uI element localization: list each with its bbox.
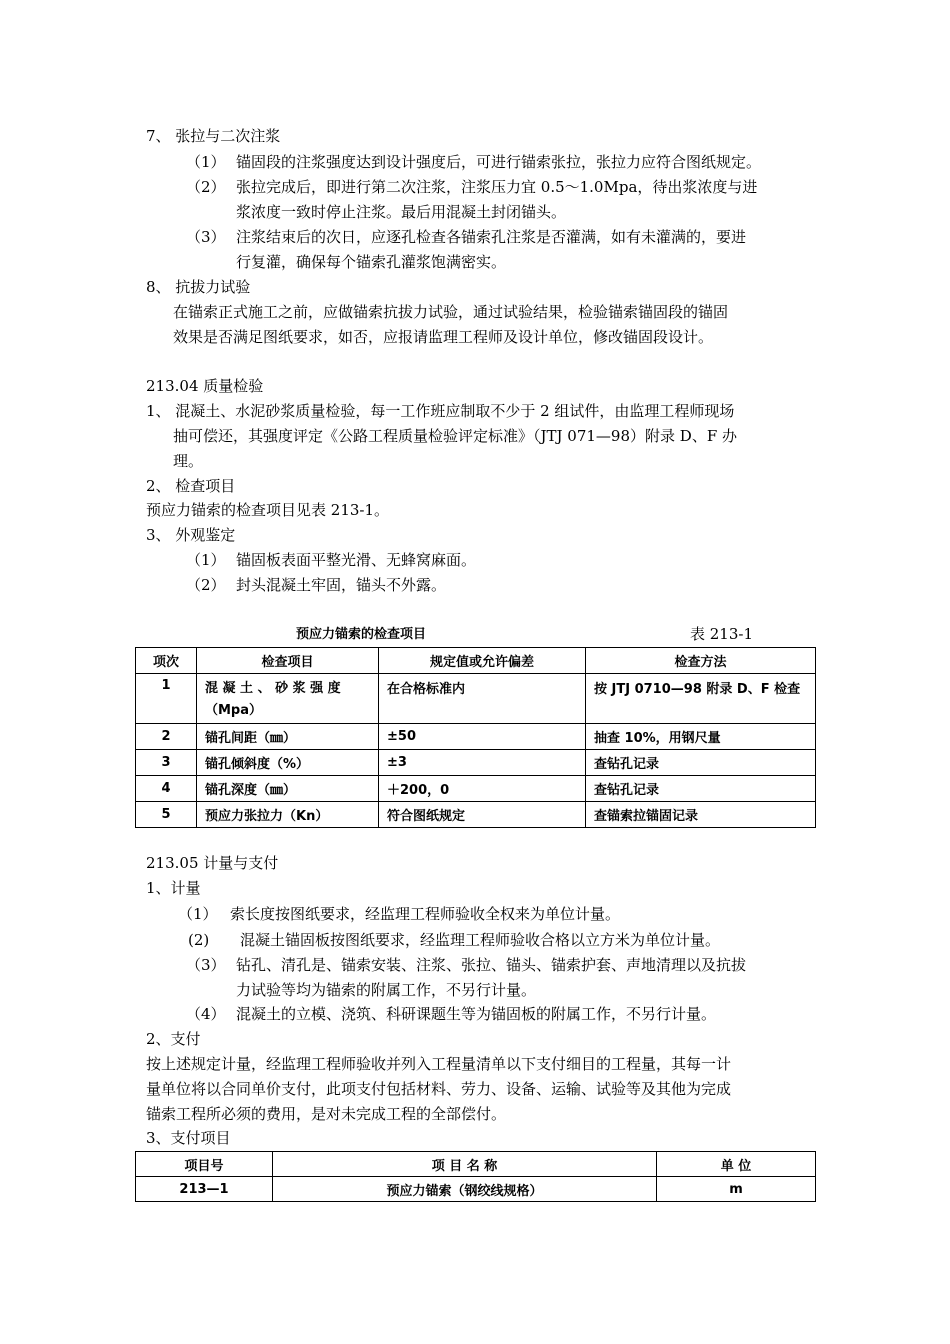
payment-title: 2、支付 — [146, 1030, 201, 1048]
table-header-cell: 项次 — [136, 648, 197, 674]
s7-item-3-line-2: 行复灌，确保每个锚索孔灌浆饱满密实。 — [236, 253, 507, 271]
table-header-cell: 单 位 — [657, 1152, 816, 1177]
table-cell: 1 — [136, 674, 197, 724]
table-cell: 混 凝 土 、 砂 浆 强 度 （Mpa） — [197, 674, 379, 724]
m-item-1-no: （1） — [178, 905, 218, 923]
section-21304-title: 213.04 质量检验 — [146, 377, 264, 395]
s7-item-1-no: （1） — [186, 153, 226, 171]
m-item-2-line-1: 混凝土锚固板按图纸要求，经监理工程师验收合格以立方米为单位计量。 — [240, 931, 721, 949]
m-item-2-no: (2) — [188, 931, 210, 949]
table-cell: ＋200，0 — [379, 776, 586, 802]
s8-line-2: 效果是否满足图纸要求，如否，应报请监理工程师及设计单位，修改锚固段设计。 — [173, 328, 714, 346]
table-cell: 预应力张拉力（Kn） — [197, 802, 379, 828]
table-cell: 查钻孔记录 — [586, 776, 816, 802]
table-header-cell: 项 目 名 称 — [273, 1152, 657, 1177]
s7-item-3-line-1: 注浆结束后的次日，应逐孔检查各锚索孔注浆是否灌满，如有未灌满的，要进 — [236, 228, 747, 246]
table-cell: 在合格标准内 — [379, 674, 586, 724]
section-8-title: 8、 抗拔力试验 — [146, 278, 251, 296]
q-p2-text: 预应力锚索的检查项目见表 213-1。 — [146, 501, 390, 519]
table-header-cell: 规定值或允许偏差 — [379, 648, 586, 674]
table-cell: 查钻孔记录 — [586, 750, 816, 776]
s7-item-2-line-2: 浆浓度一致时停止注浆。最后用混凝土封闭锚头。 — [236, 203, 567, 221]
table-cell: 预应力锚索（钢绞线规格） — [273, 1177, 657, 1202]
table-cell: 符合图纸规定 — [379, 802, 586, 828]
payment-items-title: 3、支付项目 — [146, 1129, 231, 1147]
table-header-cell: 检查项目 — [197, 648, 379, 674]
table-cell: 213—1 — [136, 1177, 273, 1202]
table-header-cell: 检查方法 — [586, 648, 816, 674]
table-cell: 3 — [136, 750, 197, 776]
table-row — [136, 750, 816, 776]
payment-line-2: 量单位将以合同单价支付，此项支付包括材料、劳力、设备、运输、试验等及其他为完成 — [146, 1080, 732, 1098]
table-header-row — [136, 648, 816, 674]
s7-item-3-no: （3） — [186, 228, 226, 246]
measure-title: 1、计量 — [146, 879, 201, 897]
table-cell: ±3 — [379, 750, 586, 776]
table-cell: 锚孔间距（㎜） — [197, 724, 379, 750]
section-7-title: 7、 张拉与二次注浆 — [146, 127, 281, 145]
q-p3-item-1-no: （1） — [186, 551, 226, 569]
s7-item-2-line-1: 张拉完成后，即进行第二次注浆，注浆压力宜 0.5～1.0Mpa，待出浆浓度与进 — [236, 178, 758, 196]
table-row — [136, 776, 816, 802]
table-row — [136, 724, 816, 750]
table-cell: 按 JTJ 0710—98 附录 D、F 检查 — [586, 674, 816, 724]
payment-items-table — [135, 1151, 816, 1202]
table-cell: 锚孔倾斜度（%） — [197, 750, 379, 776]
table-cell: ±50 — [379, 724, 586, 750]
m-item-4-no: （4） — [186, 1005, 226, 1023]
q-p1-line-3: 理。 — [173, 452, 204, 470]
table-row — [136, 674, 816, 724]
s8-line-1: 在锚索正式施工之前，应做锚索抗拔力试验，通过试验结果，检验锚索锚固段的锚固 — [173, 303, 729, 321]
q-p1-line-2: 抽可偿还，其强度评定《公路工程质量检验评定标准》（JTJ 071—98）附录 D、F 办 — [173, 427, 737, 445]
payment-line-3: 锚索工程所必须的费用，是对未完成工程的全部偿付。 — [146, 1105, 507, 1123]
table-row — [136, 1177, 816, 1202]
table-cell: 2 — [136, 724, 197, 750]
q-p2-title: 2、 检查项目 — [146, 477, 236, 495]
q-p3-item-2-text: 封头混凝土牢固，锚头不外露。 — [236, 576, 447, 594]
payment-line-1: 按上述规定计量，经监理工程师验收并列入工程量清单以下支付细目的工程量，其每一计 — [146, 1055, 732, 1073]
table-cell: 抽查 10%，用钢尺量 — [586, 724, 816, 750]
table-header-row — [136, 1152, 816, 1177]
q-p1-line-1: 1、 混凝土、水泥砂浆质量检验，每一工作班应制取不少于 2 组试件，由监理工程师现场 — [146, 402, 735, 420]
table1-caption: 预应力锚索的检查项目 — [296, 627, 427, 642]
q-p3-title: 3、 外观鉴定 — [146, 526, 236, 544]
table-header-cell: 项目号 — [136, 1152, 273, 1177]
m-item-3-line-1: 钻孔、清孔是、锚索安装、注浆、张拉、锚头、锚索护套、声地清理以及抗拔 — [236, 956, 747, 974]
table-cell: 锚孔深度（㎜） — [197, 776, 379, 802]
q-p3-item-1-text: 锚固板表面平整光滑、无蜂窝麻面。 — [236, 551, 477, 569]
q-p3-item-2-no: （2） — [186, 576, 226, 594]
m-item-3-line-2: 力试验等均为锚索的附属工作，不另行计量。 — [236, 981, 537, 999]
table-cell: 4 — [136, 776, 197, 802]
table1-label: 表 213-1 — [690, 625, 754, 643]
m-item-4-line-1: 混凝土的立模、浇筑、科研课题生等为锚固板的附属工作，不另行计量。 — [236, 1005, 717, 1023]
m-item-1-line-1: 索长度按图纸要求，经监理工程师验收全权来为单位计量。 — [230, 905, 621, 923]
table-cell: 5 — [136, 802, 197, 828]
table-cell: 查锚索拉锚固记录 — [586, 802, 816, 828]
table-row — [136, 802, 816, 828]
s7-item-1-line-1: 锚固段的注浆强度达到设计强度后，可进行锚索张拉，张拉力应符合图纸规定。 — [236, 153, 762, 171]
section-21305-title: 213.05 计量与支付 — [146, 854, 279, 872]
table-cell: m — [657, 1177, 816, 1202]
inspection-table — [135, 647, 816, 828]
m-item-3-no: （3） — [186, 956, 226, 974]
s7-item-2-no: （2） — [186, 178, 226, 196]
